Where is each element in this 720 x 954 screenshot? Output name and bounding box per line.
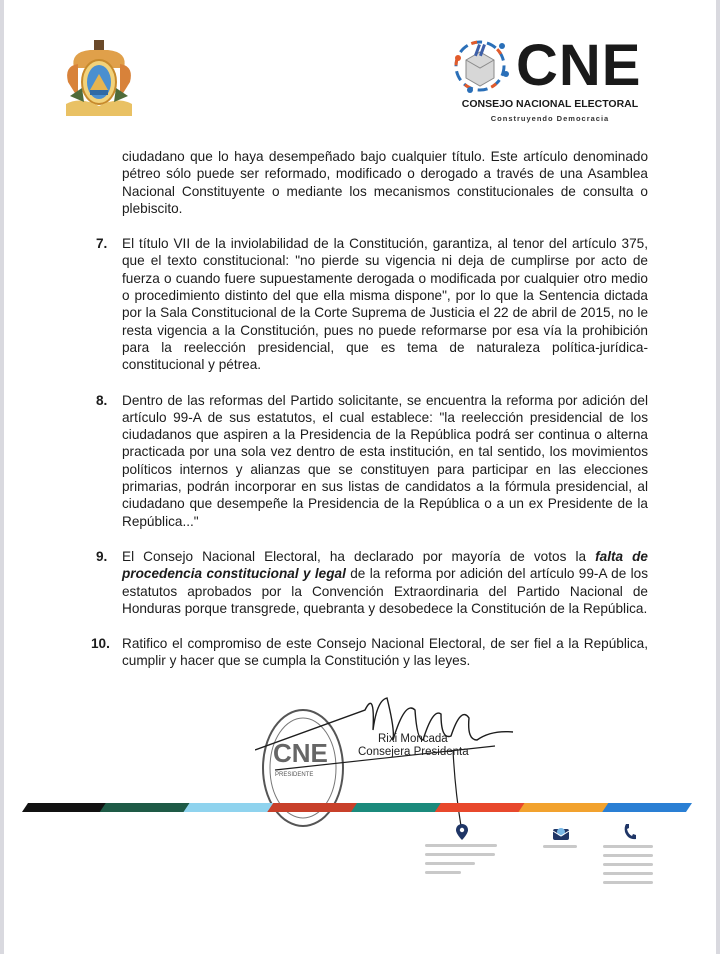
page-edge-right [716, 0, 720, 954]
stripe-segment [435, 803, 531, 812]
footer-color-stripe [22, 803, 692, 812]
list-item-9 [96, 548, 648, 617]
stripe-segment [602, 803, 692, 812]
address-line [425, 853, 495, 856]
stripe-segment [22, 803, 112, 812]
item-number: 7. [96, 236, 108, 252]
item-text: Dentro de las reformas del Partido solicitante, se encuentra la reforma por adición del artículo 99-A de sus estatutos, el cual establece: "la reelección presidencial de los ciudadanos que aspiren a la Presidencia de la República podrá ser continua o alterna practicada por una sola vez dentro de esta institución, en tal sentido, los movimientos políticos internos y alianzas que se constituyen para participar en las elecciones primarias, podrán incorporar en sus listas de candidatos a la fórmula presidencial, al ciudadano que desempeñe la Presidencia de la República o a un ex Presidente de la República..." [122, 392, 648, 529]
phone-line [603, 881, 653, 884]
page-edge-left [0, 0, 4, 954]
list-item-8 [96, 392, 648, 530]
ballot-box-icon [450, 38, 516, 94]
intro-paragraph: ciudadano que lo haya desempeñado bajo cualquier título. Este artículo denominado pétreo sólo puede ser reformado, modificado o derogado a través de una Asamblea Nacional Constituyente o mediante los mecanismos constitucionales de consulta o plebiscito. [122, 149, 648, 216]
item-text-before: El Consejo Nacional Electoral, ha declarado por mayoría de votos la [122, 548, 596, 564]
stamp-sub: PRESIDENTE [275, 772, 314, 778]
stripe-segment [519, 803, 615, 812]
cne-logo [450, 33, 650, 128]
cne-name: CONSEJO NACIONAL ELECTORAL [461, 98, 639, 110]
signer-name: Rixi Moncada [378, 733, 448, 745]
address-line [425, 862, 475, 865]
cne-wordmark: CNE [516, 33, 642, 98]
phone-icon [624, 824, 636, 840]
location-pin-icon [456, 824, 468, 840]
website-line [543, 845, 577, 848]
stripe-segment [100, 803, 196, 812]
honduras-coat-of-arms-icon [60, 38, 138, 120]
address-line [425, 871, 461, 874]
item-text: Ratifico el compromiso de este Consejo Nacional Electoral, de ser fiel a la República, cumplir y hacer que se cumpla la Constitución y las leyes. [122, 636, 648, 669]
document-body [91, 148, 648, 688]
item-text [122, 548, 648, 617]
phone-line [603, 845, 653, 848]
item-number: 10. [91, 636, 110, 652]
list-item-10 [91, 635, 648, 670]
stripe-segment [184, 803, 280, 812]
list-item-7 [96, 235, 648, 373]
phone-line [603, 854, 653, 857]
item-text-emphasis: falta de procedencia constitucional y legal [122, 548, 648, 582]
item-number: 9. [96, 548, 108, 564]
email-icon [553, 826, 569, 840]
stripe-segment [351, 803, 447, 812]
phone-line [603, 863, 653, 866]
phone-line [603, 872, 653, 875]
address-line [425, 844, 497, 847]
signer-title: Consejera Presidenta [358, 746, 469, 758]
stripe-segment [267, 803, 363, 812]
item-text-after: de la reforma por adición del artículo 99-A de los estatutos aprobados por la Convención Extraordinaria del Partido Nacional de Honduras porque transgrede, quebranta y desobedece la Constitución de la República. [122, 566, 648, 616]
item-number: 8. [96, 392, 108, 408]
stamp-text: CNE [273, 738, 328, 768]
cne-tagline: Construyendo Democracia [490, 114, 610, 123]
item-text: El título VII de la inviolabilidad de la Constitución, garantiza, al tenor del artículo 375, que el texto constitucional: "no pierde su vigencia ni deja de cumplirse por acto de fuerza o cuando fuere supuestamente derogada o modificada por cualquier otro medio o procedimiento distinto del que ella misma dispone", por lo que la Sentencia dictada por la Sala Constitucional de la Corte Suprema de Justicia el 22 de abril de 2015, no le resta vigencia a la Constitución, pues no puede reformarse por esa vía la prohibición para la reelección presidencial, que es tema de naturaleza política-jurídica-constitucional y pétrea. [122, 236, 648, 373]
